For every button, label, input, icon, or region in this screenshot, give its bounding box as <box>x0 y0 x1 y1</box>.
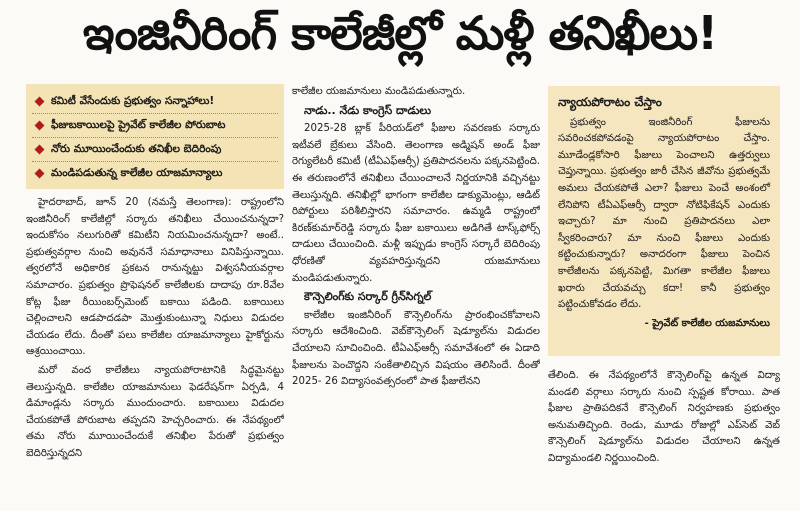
body-paragraph: తేలింది. ఈ నేపథ్యంలోనే కౌన్సెలింగ్‌పై ఉన్నత విద్యా మండలి వర్గాలు సర్కారు నుంచి స్పష్టత కోరాయి. పాత ఫీజుల ప్రాతిపదికనే కౌన్సెలింగ్ నిర్వహణకు ప్రభుత్వం అనుమతిచ్చింది. రెండు, మూడు రోజుల్లో ఎప్‌సెట్ వెబ్ కౌన్సెలింగ్ షెడ్యూల్‌ను విడుదల చేయాలని ఉన్నత విద్యామండలి నిర్ణయించింది. <box>548 370 780 464</box>
quote-box-title: న్యాయపోరాటం చేస్తాం <box>558 95 662 109</box>
quote-box-signoff: - ప్రైవేట్ కాలేజీల యజమానులు <box>644 317 770 329</box>
column-3 <box>548 86 780 468</box>
highlight-item <box>32 162 278 185</box>
section-subhead: కౌన్సెలింగ్‌కు సర్కార్ గ్రీన్‌సిగ్నల్ <box>304 290 432 304</box>
column-2 <box>292 84 540 508</box>
highlight-text: నోరు మూయించేందుకు తనిఖీల బెదిరింపు <box>51 143 222 155</box>
section-subhead: నాడు.. నేడు కాంగ్రెస్ దాడులు <box>304 103 432 117</box>
body-paragraph: కాలేజీల ఇంజినీరింగ్ కౌన్సెలింగ్‌ను ప్రారంభించకోవాలని సర్కారు ఆదేశించింది. వెబ్‌కౌన్సెలింగ్ షెడ్యూల్‌ను విడుదల చేయాలని సూచించింది. టీఏఎఫ్ఆర్సీ సమావేశంలో ఈ ఏడాది ఫీజులను పెంచొద్దని సంకేతాలిచ్చిన విషయం తెలిసిందే. దీంతో 2025- 26 విద్యాసంవత్సరంలో పాత ఫీజులేనని <box>292 309 540 388</box>
diamond-bullet-icon <box>35 169 45 179</box>
quote-box-text: ప్రభుత్వం ఇంజినీరింగ్ ఫీజులను సవరించకపోవడంపై న్యాయపోరాటం చేస్తాం. మూడేండ్లకోసారి ఫీజులు పెంచాలని ఉత్తర్వులు చెప్తున్నాయి. ప్రభుత్వం జారీ చేసిన జీవోను ప్రభుత్వమే అమలు చేయకపోతే ఎలా? ఫీజులు పెంచే అంశంలో లేనిపోని టీఏఎఫ్ఆర్సీ ద్వారా నోటిఫికేషన్ ఎందుకు ఇచ్చారు? మా నుంచి ప్రతిపాదనలు ఎలా స్వీకరించారు? మా నుంచి ఫీజులు ఎందుకు కట్టించుకున్నారు? అనాదరంగా ఫీజులు పెంచిన కాలేజీలను పక్కనపెట్టి, మిగతా కాలేజీల ఫీజులు ఖరారు చేయవచ్చు కదా! కానీ ప్రభుత్వం పట్టించుకోవడం లేదు. <box>558 116 770 311</box>
diamond-bullet-icon <box>35 97 45 107</box>
diamond-bullet-icon <box>35 121 45 131</box>
diamond-bullet-icon <box>35 145 45 155</box>
highlight-item <box>32 114 278 138</box>
highlight-text: మండిపడుతున్న కాలేజీల యాజమాన్యాలు <box>51 167 223 179</box>
highlight-item <box>32 90 278 114</box>
headline: ఇంజినీరింగ్ కాలేజీల్లో మళ్లీ తనిఖీలు! <box>82 6 718 60</box>
highlights-box <box>26 84 284 189</box>
body-paragraph: 2025-28 బ్లాక్ పీరియడ్‌లో ఫీజుల సవరణకు సర్కారు ఇటీవలే బ్రేకులు వేసింది. తెలంగాణ అడ్మిషన్ అండ్ ఫీజు రెగ్యులేటరీ కమిటీ (టీఏఎఫ్ఆర్సీ) ప్రతిపాదనలను పక్కనపెట్టింది. ఈ తరుణంలోనే తనిఖీలు చేయించాలనే నిర్ణయానికి వచ్చినట్టు తెలుస్తున్నది. తనిఖీల్లో భాగంగా కాలేజీల డాక్యుమెంట్లు, ఆడిట్ రిపోర్టులు పరిశీలిస్తారని సమాచారం. ఉమ్మడి రాష్ట్రంలో కిరణ్‌కుమార్‌రెడ్డి సర్కారు ఫీజు బకాయిలు అడిగితే టాస్క్‌ఫోర్స్ దాడులు చేయించింది. మళ్లీ ఇప్పుడు కాంగ్రెస్ సర్కారే బెదిరింపు ధోరణితో వ్యవహరిస్తున్నదని యజమానులు మండిపడుతున్నారు. <box>292 123 540 284</box>
body-paragraph: కాలేజీల యజమానులు మండిపడుతున్నారు. <box>292 86 466 97</box>
highlight-item <box>32 138 278 162</box>
column-1 <box>26 84 284 508</box>
body-paragraph: హైదరాబాద్, జూన్ 20 (నమస్తే తెలంగాణ): రాష్ట్రంలోని ఇంజినీరింగ్ కాలేజీల్లో సర్కారు తనిఖీలు చేయించనున్నదా? ఇందుకోసం నలుగురితో కమిటీని నియమించనున్నదా? అంటే.. ప్రభుత్వవర్గాల నుంచి అవుననే సమాధానాలు వినిపిస్తున్నాయి. త్వరలోనే అధికారిక ప్రకటన రానున్నట్టు విశ్వసనీయవర్గాల సమాచారం. ప్రభుత్వం ప్రొఫెషనల్ కాలేజీలకు దాదాపు రూ.8వేల కోట్ల ఫీజు రీయింబర్స్‌మెంట్ బకాయి పడింది. బకాయిలు చెల్లించాలని ఆడపాదడపా మొత్తుకుంటున్నా నిధులు విడుదల చేయడం లేదు. దీంతో పలు కాలేజీల యాజమాన్యాలు హైకోర్టును ఆశ్రయించాయి. <box>26 197 284 358</box>
column-3-body <box>548 368 780 468</box>
quote-box <box>548 86 780 356</box>
body-paragraph: మరో వంద కాలేజీలు న్యాయపోరాటానికి సిద్ధమైనట్టు తెలుస్తున్నది. కాలేజీల యాజమానులు ఫెడరేషన్‌గా ఏర్పడి, 4 డిమాండ్లను సర్కారు ముందుంచారు. బకాయిలు విడుదల చేయకపోతే పోరుబాట తప్పదని హెచ్చరించారు. ఈ నేపథ్యంలో తమ నోరు మూయించేందుకే తనిఖీల పేరుతో ప్రభుత్వం బెదిరిస్తున్నదని <box>26 364 284 459</box>
highlight-text: కమిటీ వేసేందుకు ప్రభుత్వం సన్నాహాలు! <box>51 95 215 107</box>
highlight-text: ఫీజుబకాయిలపై ప్రైవేట్ కాలేజీల పోరుబాట <box>51 119 226 131</box>
